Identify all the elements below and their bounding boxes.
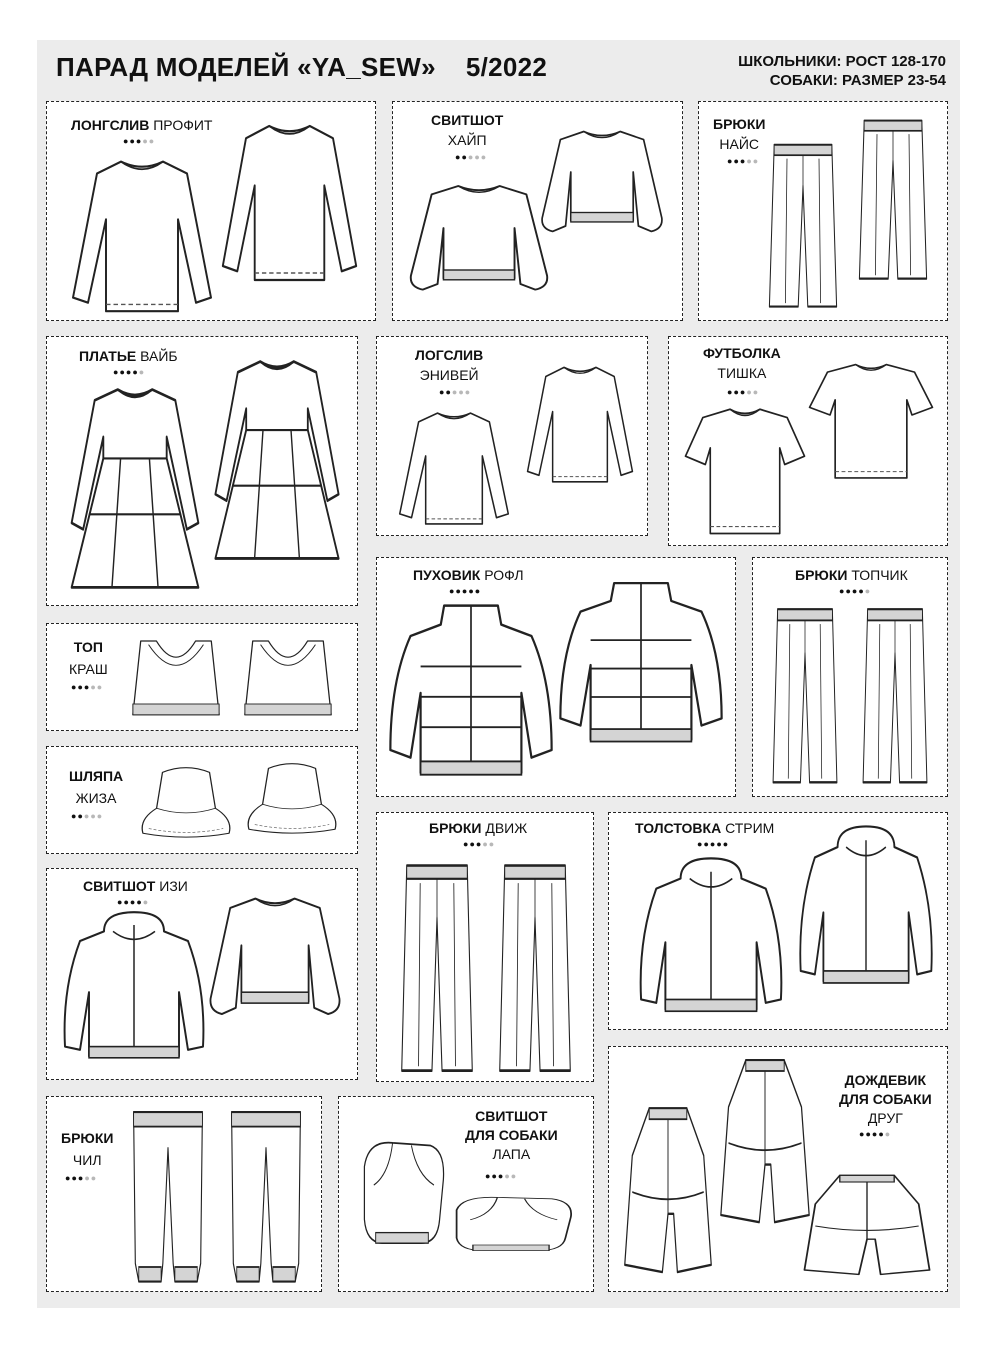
model-card-profit[interactable]: ЛОНГСЛИВ ПРОФИТ ●●●●● [46,101,376,321]
garment-front-sketch [63,381,207,596]
garment-back-sketch [239,632,337,722]
garment-back-sketch [443,1189,579,1259]
garment-front-sketch [683,401,807,539]
garment-front-sketch [387,598,555,788]
model-card-izi[interactable]: СВИТШОТ ИЗИ ●●●●● [46,868,358,1080]
model-card-stream[interactable]: ТОЛСТОВКА СТРИМ ●●●●● [608,812,948,1030]
garment-front-sketch [763,138,843,310]
garment-back-sketch [537,118,667,253]
garment-front-sketch [635,855,787,1023]
difficulty-dots: ●●●●● [727,387,760,397]
size-info [738,52,946,90]
garment-back-sketch [557,576,725,754]
garment-back-sketch [493,857,577,1075]
garment-back-sketch [223,1105,309,1285]
difficulty-dots: ●●●●● [727,156,760,166]
garment-back-sketch [205,883,345,1039]
difficulty-dots: ●●●●● [113,367,146,377]
dog-size-range: СОБАКИ: РАЗМЕР 23-54 [769,72,946,89]
difficulty-dots: ●●●●● [839,586,872,596]
garment-front-sketch [767,602,843,786]
difficulty-dots: ●●●●● [449,586,482,596]
garment-front-sketch [395,403,513,529]
garment-back-sketch [799,1171,935,1281]
garment-back-sketch [857,602,933,786]
model-card-tishka[interactable]: ФУТБОЛКА ТИШКА ●●●●● [668,336,948,546]
model-card-zhiza[interactable]: ШЛЯПА ЖИЗА ●●●●● [46,746,358,854]
difficulty-dots: ●●●●● [485,1171,518,1181]
difficulty-dots: ●●●●● [859,1129,892,1139]
model-card-nice[interactable]: БРЮКИ НАЙС ●●●●● [698,101,948,321]
garment-back-sketch [853,114,933,282]
difficulty-dots: ●●●●● [71,811,104,821]
garment-back-sketch [523,357,637,487]
model-card-lapa[interactable]: СВИТШОТ ДЛЯ СОБАКИ ЛАПА ●●●●● [338,1096,594,1292]
magazine-title: ПАРАД МОДЕЛЕЙ «YA_SEW» 5/2022 [56,52,548,82]
garment-front-sketch [59,909,209,1069]
garment-back-sketch [217,112,362,287]
difficulty-dots: ●●●●● [697,839,730,849]
model-card-vibe[interactable]: ПЛАТЬЕ ВАЙБ ●●●●● [46,336,358,606]
issue-number: 5/2022 [465,52,548,82]
garment-front-sketch [67,148,217,318]
model-card-chil[interactable]: БРЮКИ ЧИЛ ●●●●● [46,1096,322,1292]
model-card-topchik[interactable]: БРЮКИ ТОПЧИК ●●●●● [752,557,948,797]
garment-back-sketch [207,353,347,567]
difficulty-dots: ●●●●● [123,136,156,146]
model-card-anyway[interactable]: ЛОГСЛИВ ЭНИВЕЙ ●●●●● [376,336,648,536]
garment-back-sketch [795,823,937,995]
garment-front-sketch [125,1105,211,1285]
difficulty-dots: ●●●●● [71,682,104,692]
garment-front-sketch [355,1127,449,1259]
garment-back-sketch [243,759,341,837]
garment-front-sketch [395,857,479,1075]
model-card-hype[interactable]: СВИТШОТ ХАЙП ●●●●● [392,101,683,321]
difficulty-dots: ●●●●● [117,897,150,907]
difficulty-dots: ●●●●● [65,1173,98,1183]
garment-front-sketch [405,172,553,312]
garment-front-sketch [127,632,225,722]
model-card-dvizh[interactable]: БРЮКИ ДВИЖ ●●●●● [376,812,594,1082]
garment-back-sketch [807,357,935,483]
difficulty-dots: ●●●●● [455,152,488,162]
garment-front-sketch [621,1101,715,1283]
difficulty-dots: ●●●●● [463,839,496,849]
garment-front-sketch [137,763,235,841]
model-card-crush[interactable]: ТОП КРАШ ●●●●● [46,623,358,731]
model-card-drug[interactable]: ДОЖДЕВИК ДЛЯ СОБАКИ ДРУГ ●●●●● [608,1046,948,1292]
school-height-range: ШКОЛЬНИКИ: РОСТ 128-170 [738,53,946,70]
model-card-rofl[interactable]: ПУХОВИК РОФЛ ●●●●● [376,557,736,797]
difficulty-dots: ●●●●● [439,387,472,397]
